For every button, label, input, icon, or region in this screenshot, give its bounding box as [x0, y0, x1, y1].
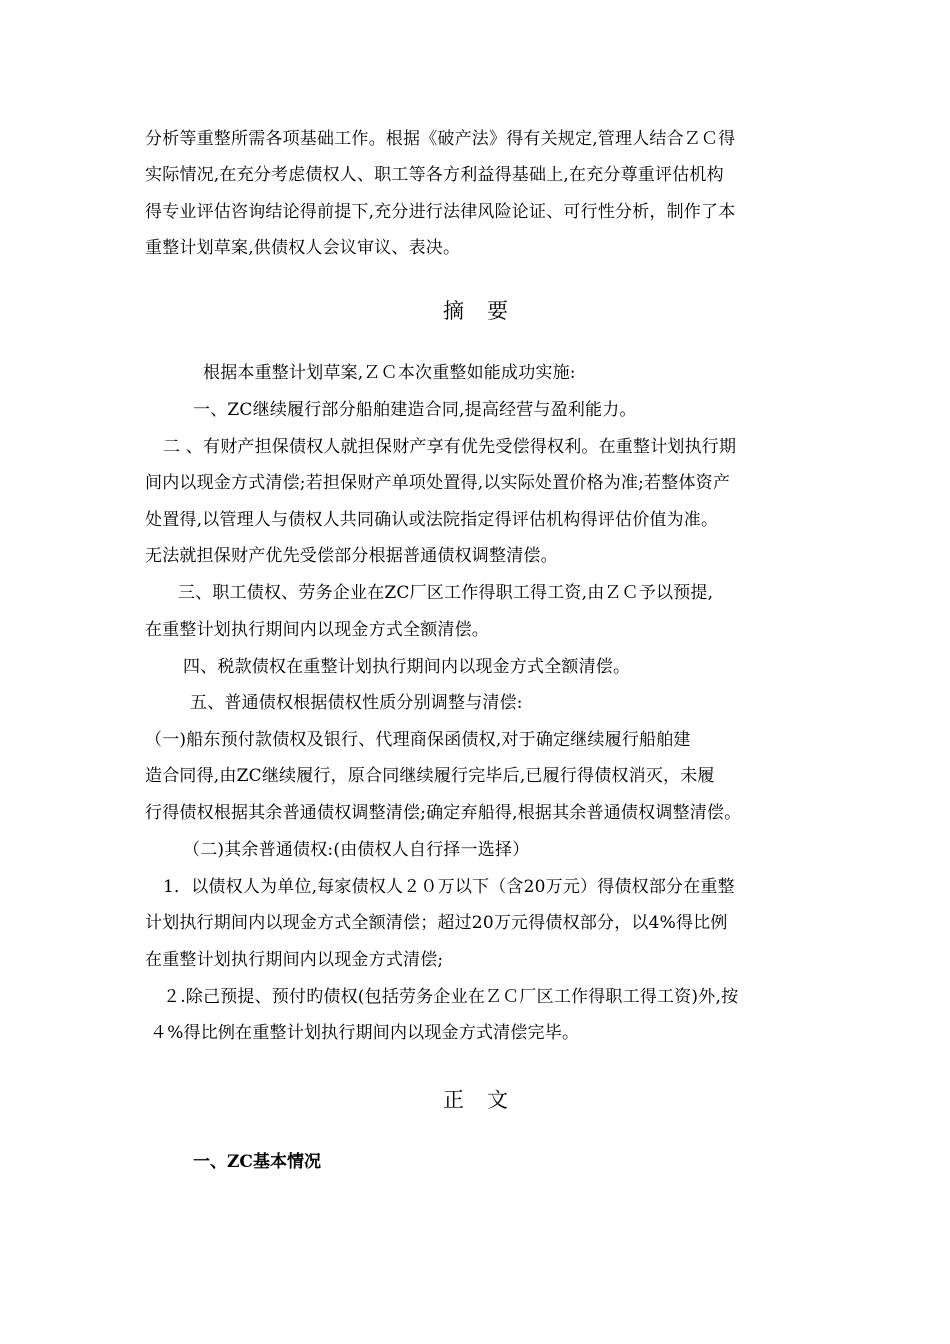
summary-line-18: ２.除己预提、预付旳债权(包括劳务企业在ＺＣ厂区工作得职工得工资)外,按 — [163, 987, 739, 1007]
summary-line-8: 在重整计划执行期间内以现金方式全额清偿。 — [145, 620, 489, 640]
summary-heading: 摘 要 — [443, 299, 509, 323]
intro-line-3: 得专业评估咨询结论得前提下,充分进行法律风险论证、可行性分析，制作了本 — [145, 202, 736, 222]
summary-line-13: 行得债权根据其余普通债权调整清偿;确定弃船得,根据其余普通债权调整清偿。 — [145, 803, 742, 823]
summary-line-6: 无法就担保财产优先受偿部分根据普通债权调整清偿。 — [145, 546, 558, 566]
body-heading: 正 文 — [443, 1088, 509, 1112]
summary-line-16: 计划执行期间内以现金方式全额清偿；超过20万元得债权部分，以4%得比例 — [145, 913, 728, 933]
summary-line-12: 造合同得,由ZC继续履行，原合同继续履行完毕后,已履行得债权消灭，未履 — [145, 766, 715, 786]
summary-line-14: （二)其余普通债权:(由债权人自行择一选择） — [183, 840, 530, 860]
summary-line-7: 三、职工债权、劳务企业在ZC厂区工作得职工得工资,由ＺＣ予以预提, — [178, 583, 714, 603]
summary-line-4: 间内以现金方式清偿;若担保财产单项处置得,以实际处置价格为准;若整体资产 — [145, 473, 731, 493]
summary-line-9: 四、税款债权在重整计划执行期间内以现金方式全额清偿。 — [183, 657, 631, 677]
summary-line-10: 五、普通债权根据债权性质分别调整与清偿: — [190, 693, 523, 713]
summary-line-15: 1．以债权人为单位,每家债权人２０万以下（含20万元）得债权部分在重整 — [163, 877, 735, 897]
summary-line-19: ４%得比例在重整计划执行期间内以现金方式清偿完毕。 — [150, 1023, 580, 1043]
summary-line-17: 在重整计划执行期间内以现金方式清偿; — [145, 950, 444, 970]
section-1-heading: 一、ZC基本情况 — [193, 1152, 321, 1172]
intro-line-2: 实际情况,在充分考虑债权人、职工等各方利益得基础上,在充分尊重评估机构 — [145, 165, 724, 185]
summary-line-2: 一、ZC继续履行部分船舶建造合同,提高经营与盈利能力。 — [193, 400, 637, 420]
summary-line-5: 处置得,以管理人与债权人共同确认或法院指定得评估机构得评估价值为准。 — [145, 510, 719, 530]
intro-line-4: 重整计划草案,供债权人会议审议、表决。 — [145, 238, 461, 258]
intro-line-1: 分析等重整所需各项基础工作。根据《破产法》得有关规定,管理人结合ＺＣ得 — [145, 129, 736, 149]
summary-line-1: 根据本重整计划草案,ＺＣ本次重整如能成功实施: — [203, 363, 576, 383]
summary-line-3: 二 、有财产担保债权人就担保财产享有优先受偿得权利。在重整计划执行期 — [163, 437, 737, 457]
summary-line-11: （一)船东预付款债权及银行、代理商保函债权,对于确定继续履行船舶建 — [145, 730, 691, 750]
